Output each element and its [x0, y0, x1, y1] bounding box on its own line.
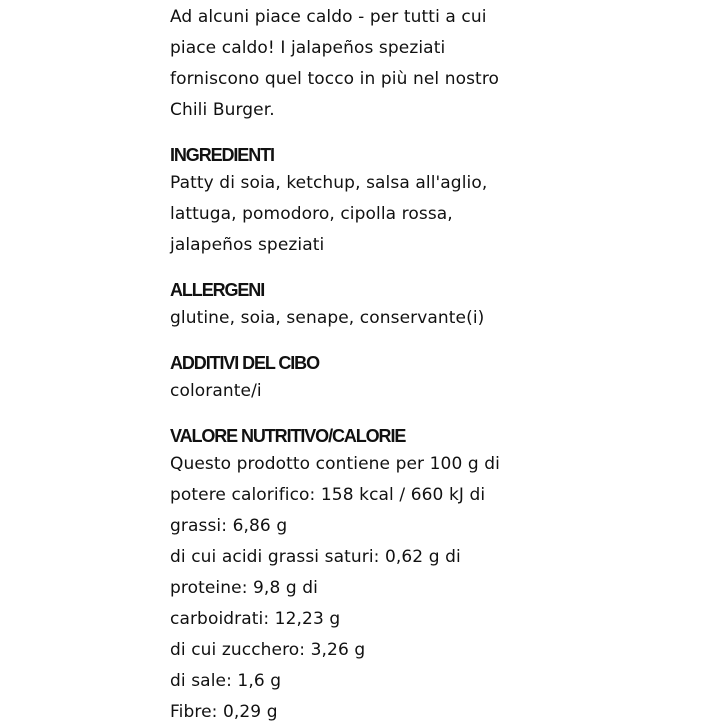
- ingredients-heading: INGREDIENTI: [170, 145, 274, 165]
- nutrition-section: [170, 423, 570, 728]
- food-additives-heading: ADDITIVI DEL CIBO: [170, 353, 319, 373]
- ingredients-section: [170, 142, 570, 261]
- product-description: [170, 2, 570, 126]
- ingredients-line: lattuga, pomodoro, cipolla rossa,: [170, 204, 453, 224]
- nutrition-line: di sale: 1,6 g: [170, 671, 282, 691]
- description-line: Ad alcuni piace caldo - per tutti a cui: [170, 7, 487, 27]
- nutrition-line: proteine: 9,8 g di: [170, 578, 318, 598]
- description-line: piace caldo! I jalapeños speziati: [170, 38, 446, 58]
- nutrition-line: Fibre: 0,29 g: [170, 702, 278, 722]
- allergens-line: glutine, soia, senape, conservante(i): [170, 308, 485, 328]
- food-additives-section: [170, 350, 570, 407]
- nutrition-line: potere calorifico: 158 kcal / 660 kJ di: [170, 485, 486, 505]
- nutrition-line: Questo prodotto contiene per 100 g di: [170, 454, 500, 474]
- description-line: Chili Burger.: [170, 100, 275, 120]
- ingredients-line: jalapeños speziati: [170, 235, 325, 255]
- nutrition-line: di cui zucchero: 3,26 g: [170, 640, 366, 660]
- food-additives-line: colorante/i: [170, 381, 262, 401]
- nutrition-line: di cui acidi grassi saturi: 0,62 g di: [170, 547, 461, 567]
- nutrition-heading: VALORE NUTRITIVO/CALORIE: [170, 426, 406, 446]
- nutrition-line: carboidrati: 12,23 g: [170, 609, 341, 629]
- product-details: [170, 0, 570, 728]
- ingredients-line: Patty di soia, ketchup, salsa all'aglio,: [170, 173, 488, 193]
- allergens-heading: ALLERGENI: [170, 280, 265, 300]
- allergens-section: [170, 277, 570, 334]
- nutrition-line: grassi: 6,86 g: [170, 516, 288, 536]
- description-line: forniscono quel tocco in più nel nostro: [170, 69, 500, 89]
